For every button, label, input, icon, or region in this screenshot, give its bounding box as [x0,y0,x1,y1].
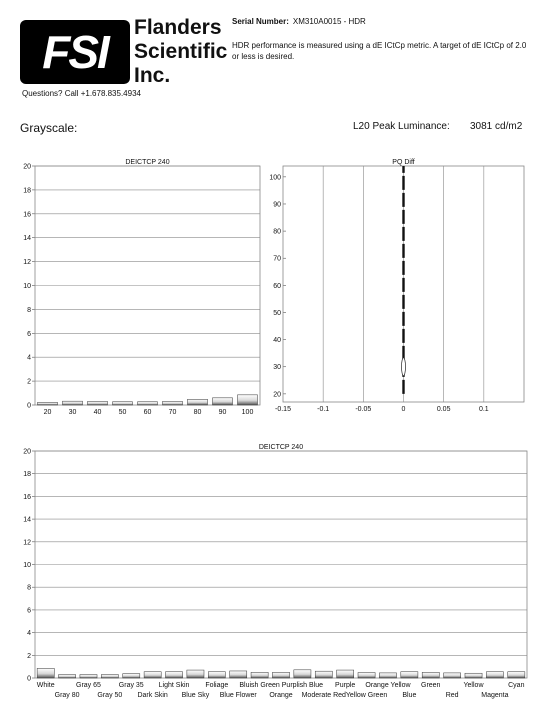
deictcp-colors-chart-bar-8 [208,672,225,678]
deictcp-grayscale-chart-bar-1 [63,401,83,405]
deictcp-grayscale-chart-xtick-label-2: 40 [93,409,102,416]
deictcp-colors-chart-xtick-label-22: Cyan [508,682,525,689]
deictcp-grayscale-chart-xtick-label-8: 100 [241,409,254,416]
deictcp-grayscale-chart-bar-6 [188,399,208,405]
deictcp-colors-chart-bar-0 [37,668,54,678]
deictcp-grayscale-chart-ytick-label-1: 2 [27,378,31,386]
pq-diff-chart-ytick-label-3: 50 [273,309,281,317]
deictcp-colors-chart-bar-2 [80,675,97,678]
deictcp-colors-chart-ytick-label-9: 18 [23,471,31,479]
deictcp-grayscale-chart-ytick-label-8: 16 [23,211,31,219]
company-line-2: Scientific [134,40,228,63]
deictcp-colors-chart-xtick-label-18: Green [421,682,441,689]
deictcp-grayscale-chart-ytick-label-3: 6 [27,330,31,338]
deictcp-colors-chart-ytick-label-2: 4 [27,630,31,638]
pq-diff-chart-xtick-label-0: -0.15 [275,406,291,413]
pq-diff-chart-ytick-label-5: 70 [273,255,281,263]
deictcp-colors-chart-bar-10 [251,672,268,678]
deictcp-colors-chart-ytick-label-3: 6 [27,607,31,615]
deictcp-grayscale-chart-xtick-label-6: 80 [193,409,202,416]
deictcp-colors-chart-bar-11 [272,672,289,678]
deictcp-grayscale-chart-xtick-label-4: 60 [143,409,152,416]
logo-text: FSI [42,26,108,78]
deictcp-grayscale-chart-bar-7 [213,398,233,405]
deictcp-colors-chart-xtick-label-19: Red [445,692,459,699]
pq-diff-chart-ytick-label-4: 60 [273,282,281,290]
deictcp-grayscale-chart-title: DEICTCP 240 [125,159,170,166]
deictcp-colors-chart-bar-1 [59,675,76,678]
deictcp-colors-chart-bar-16 [379,673,396,678]
pq-diff-chart-xtick-label-1: -0.1 [317,406,330,413]
deictcp-colors-chart-bar-3 [101,675,118,678]
deictcp-colors-chart-xtick-label-2: Gray 65 [76,682,101,689]
deictcp-colors-chart-xtick-label-3: Gray 50 [97,692,123,699]
deictcp-colors-chart-bar-12 [294,670,311,678]
deictcp-colors-chart-ytick-label-6: 12 [23,539,31,547]
deictcp-colors-chart-xtick-label-7: Blue Sky [181,692,210,699]
section-title: Grayscale: [20,121,78,135]
deictcp-colors-chart-bar-9 [230,671,247,678]
deictcp-colors-chart-bar-15 [358,673,375,678]
deictcp-colors-chart-xtick-label-11: Orange [269,692,293,699]
deictcp-grayscale-chart-ytick-label-5: 10 [23,283,31,290]
deictcp-colors-chart-xtick-label-20: Yellow [463,682,484,689]
deictcp-colors-chart-bar-13 [315,671,332,678]
deictcp-colors-chart-xtick-label-12: Purplish Blue [281,682,324,689]
deictcp-grayscale-chart-bar-3 [113,402,133,405]
deictcp-grayscale-chart-xtick-label-3: 50 [118,409,127,416]
deictcp-colors-chart-xtick-label-17: Blue [402,692,417,699]
deictcp-grayscale-chart-bar-5 [163,401,183,405]
deictcp-colors-chart-bar-4 [123,674,140,678]
deictcp-grayscale-chart-ytick-label-4: 8 [27,306,31,314]
deictcp-grayscale-chart-ytick-label-10: 20 [23,163,31,171]
pq-diff-chart-ytick-label-6: 80 [273,228,281,236]
pq-diff-chart-ytick-label-0: 20 [273,391,281,399]
deictcp-colors-chart-bar-19 [444,673,461,678]
pq-diff-chart-ytick-label-7: 90 [273,201,281,209]
contact-line: Questions? Call +1.678.835.4934 [22,89,141,98]
company-line-3: Inc. [134,64,171,87]
deictcp-colors-chart-xtick-label-14: Purple [335,682,356,689]
peak-luminance-value: 3081 cd/m2 [470,121,523,132]
deictcp-colors-chart-bar-6 [165,672,182,678]
deictcp-colors-chart-xtick-label-4: Gray 35 [118,682,144,689]
pq-diff-chart-title: PQ Diff [392,159,415,166]
deictcp-colors-chart-ytick-label-1: 2 [27,652,31,660]
deictcp-colors-chart-xtick-label-9: Blue Flower [219,692,257,699]
deictcp-colors-chart-xtick-label-13: Moderate Red [301,692,346,699]
deictcp-colors-chart-xtick-label-5: Dark Skin [137,692,168,699]
deictcp-colors-chart-title: DEICTCP 240 [258,444,304,451]
deictcp-grayscale-chart-ytick-label-2: 4 [27,354,31,362]
deictcp-grayscale-chart-ytick-label-0: 0 [27,402,31,410]
deictcp-colors-chart-bar-5 [144,672,161,678]
pq-diff-chart-xtick-label-4: 0.05 [436,406,451,413]
serial-label: Serial Number: [232,17,289,26]
deictcp-colors-chart-bar-18 [422,672,439,678]
deictcp-colors-chart-ytick-label-8: 16 [23,493,31,501]
deictcp-colors-chart-xtick-label-6: Light Skin [158,682,190,689]
deictcp-colors-chart-xtick-label-10: Bluish Green [239,682,280,689]
deictcp-colors-chart-bar-14 [337,670,354,678]
pq-diff-chart-xtick-label-3: 0 [401,406,406,413]
deictcp-grayscale-chart-xtick-label-1: 30 [68,409,77,416]
company-line-1: Flanders [134,16,222,39]
deictcp-grayscale-chart-bar-0 [38,402,58,405]
pq-diff-chart-ytick-label-8: 100 [269,174,281,182]
pq-diff-chart-xtick-label-5: 0.1 [478,406,489,413]
deictcp-colors-chart-bar-17 [401,672,418,678]
deictcp-colors-chart-ytick-label-4: 8 [27,584,31,592]
deictcp-colors-chart-xtick-label-1: Gray 80 [54,692,80,699]
deictcp-colors-chart-bar-22 [508,672,525,678]
deictcp-grayscale-chart-bar-8 [238,395,258,405]
deictcp-grayscale-chart-bar-4 [138,402,158,405]
deictcp-grayscale-chart-ytick-label-6: 12 [23,259,31,267]
peak-luminance-label: L20 Peak Luminance: [353,121,450,132]
deictcp-colors-chart-xtick-label-21: Magenta [481,692,509,699]
deictcp-colors-chart-bar-7 [187,670,204,678]
deictcp-grayscale-chart-ytick-label-7: 14 [23,235,31,243]
pq-diff-chart-ytick-label-2: 40 [273,337,281,345]
pq-diff-chart-ytick-label-1: 30 [273,364,281,372]
pq-diff-chart-xtick-label-2: -0.05 [355,406,372,413]
deictcp-colors-chart-ytick-label-10: 20 [23,448,31,456]
deictcp-colors-chart-ytick-label-5: 10 [23,562,31,569]
deictcp-colors-chart-xtick-label-8: Foliage [205,682,229,689]
deictcp-grayscale-chart-xtick-label-0: 20 [43,409,52,416]
deictcp-colors-chart-bar-20 [465,673,482,678]
deictcp-colors-chart-xtick-label-15: Yellow Green [345,692,388,699]
deictcp-colors-chart-ytick-label-7: 14 [23,516,31,524]
hdr-note: HDR performance is measured using a dE ICtCp metric. A target of dE ICtCp of 2.0 or less is desired. [232,41,527,61]
deictcp-colors-chart-xtick-label-16: Orange Yellow [365,682,411,689]
serial-value: XM310A0015 - HDR [292,17,366,26]
deictcp-colors-chart-bar-21 [486,672,503,678]
deictcp-colors-chart-ytick-label-0: 0 [27,675,31,683]
deictcp-grayscale-chart-xtick-label-5: 70 [168,409,177,416]
deictcp-grayscale-chart-xtick-label-7: 90 [218,409,227,416]
pq-diff-chart-marker [402,358,406,376]
deictcp-colors-chart-xtick-label-0: White [36,682,55,689]
deictcp-grayscale-chart-ytick-label-9: 18 [23,187,31,195]
deictcp-grayscale-chart-bar-2 [88,401,108,405]
